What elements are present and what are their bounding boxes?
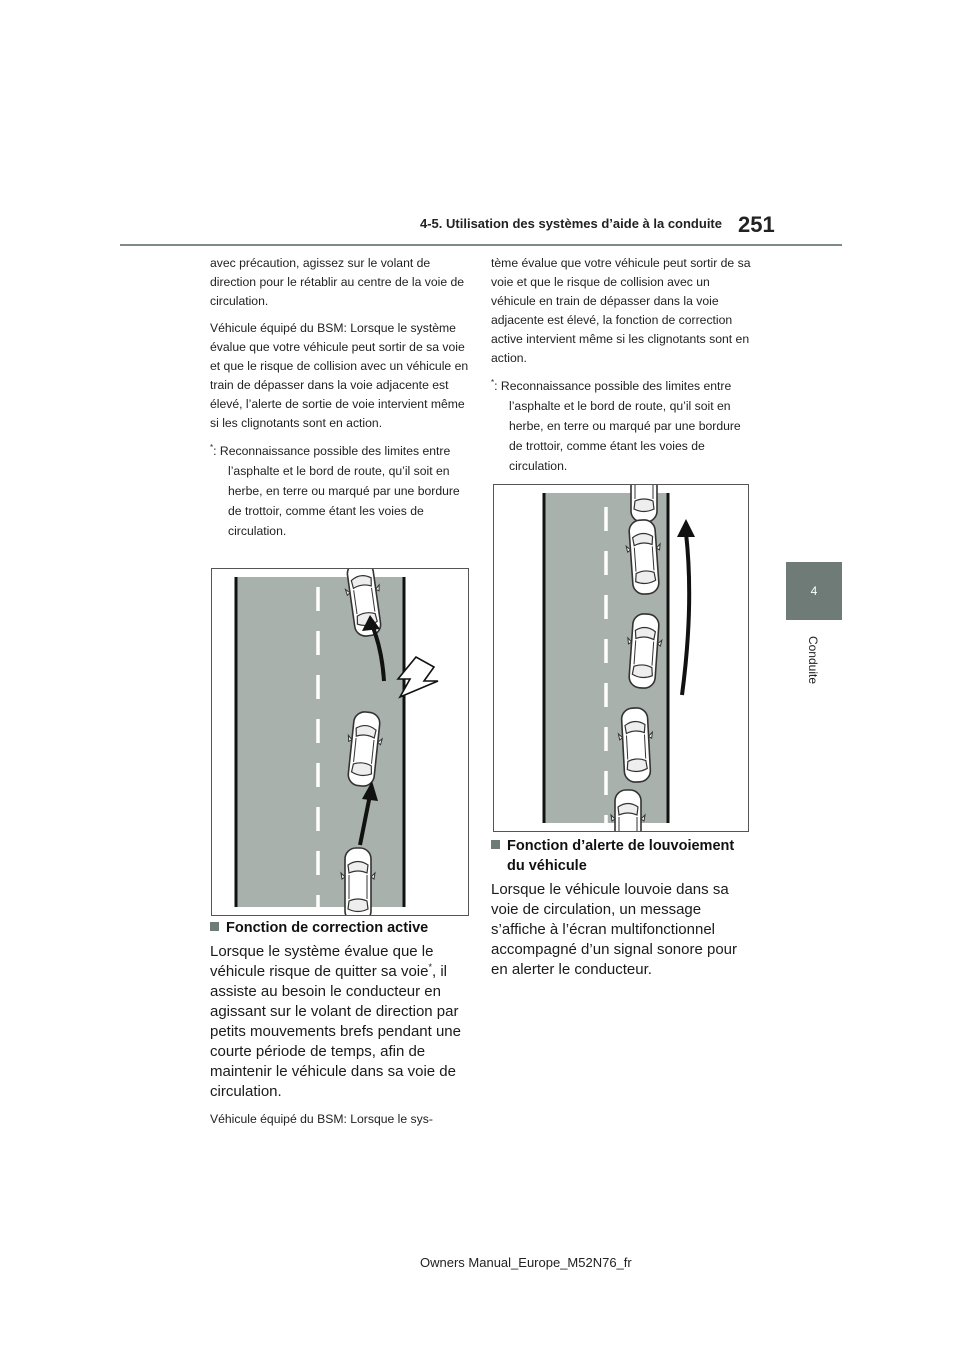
paragraph: Véhicule équipé du BSM: Lorsque le système évalue que votre véhicule peut sortir de sa voie et que le risque de collision avec un véhicule en train de dépasser dans la voie adjacente est élevé, l’alerte de sortie de voie intervient même si les clignotants sont en action.: [210, 321, 469, 430]
paragraph: [210, 942, 472, 1102]
footnote-text: : Reconnaissance possible des limites entre l’asphalte et le bord de route, qu’il soit en herbe, en terre ou marqué par une bordure de trottoir, comme étant les voies de circulation.: [494, 379, 741, 473]
paragraph: Véhicule équipé du BSM: Lorsque le sys-: [210, 1112, 433, 1126]
right-column: [491, 254, 753, 484]
paragraph: tème évalue que votre véhicule peut sortir de sa voie et que le risque de collision avec un véhicule en train de dépasser dans la voie adjacente est élevé, la fonction de correction active intervient même si les clignotants sont en action.: [491, 256, 751, 365]
paragraph-text: , il assiste au besoin le conducteur en agissant sur le volant de direction par petits mouvements brefs pendant une courte période de temps, afin de maintenir le véhicule dans sa voie de circulation.: [210, 963, 461, 1100]
footnote-text: : Reconnaissance possible des limites entre l’asphalte et le bord de route, qu’il soit en herbe, en terre ou marqué par une bordure de trottoir, comme étant les voies de circulation.: [213, 444, 460, 538]
paragraph-text: Lorsque le système évalue que le véhicule risque de quitter sa voie: [210, 943, 434, 980]
car-5: [611, 790, 645, 831]
sway-warning-illustration: [493, 484, 749, 832]
chapter-tab: 4: [786, 562, 842, 620]
car-bottom: [341, 848, 375, 915]
chapter-label: Conduite: [806, 635, 820, 685]
footnote: [210, 441, 472, 541]
footnote: [491, 376, 753, 476]
sway-arrow-head: [677, 519, 695, 537]
right-section: [491, 836, 753, 988]
footnote-marker: *: [210, 442, 214, 452]
car-1: [627, 485, 661, 522]
heading-text: Fonction de correction active: [226, 920, 429, 936]
heading-text: Fonction d’alerte de louvoiement du véhicule: [507, 838, 735, 874]
lane-correction-illustration: [211, 568, 469, 916]
paragraph: Lorsque le véhicule louvoie dans sa voie de circulation, un message s’affiche à l’écran multifonctionnel accompagné d’un signal sonore pour en alerter le conducteur.: [491, 881, 737, 978]
section-heading: [491, 836, 753, 876]
heading-bullet-icon: [491, 840, 500, 849]
footnote-marker: *: [428, 962, 432, 972]
heading-bullet-icon: [210, 922, 219, 931]
sway-arrow-line: [682, 533, 689, 695]
sway-warning-drawing: [494, 485, 748, 831]
header-divider: [120, 244, 842, 246]
left-section: [210, 918, 472, 1137]
section-heading: [210, 918, 472, 938]
paragraph: avec précaution, agissez sur le volant de direction pour le rétablir au centre de la voie de circulation.: [210, 256, 465, 308]
page-number: 251: [738, 212, 775, 237]
footnote-marker: *: [491, 377, 495, 387]
footer-text: Owners Manual_Europe_M52N76_fr: [420, 1255, 632, 1270]
section-title: 4-5. Utilisation des systèmes d’aide à la conduite: [420, 216, 722, 231]
left-column: [210, 254, 472, 549]
lane-correction-drawing: [212, 569, 468, 915]
